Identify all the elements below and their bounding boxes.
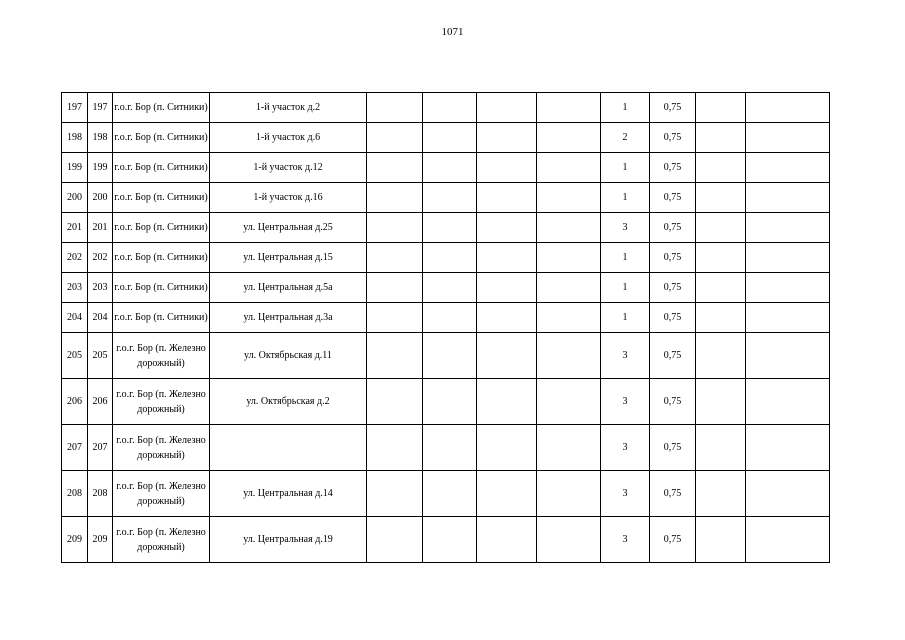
empty-cell xyxy=(696,123,746,153)
address: ул. Центральная д.3а xyxy=(210,303,367,333)
site-id: 199 xyxy=(88,153,113,183)
empty-cell xyxy=(537,273,601,303)
settlement: г.о.г. Бор (п. Железнодорожный) xyxy=(113,471,210,517)
site-id: 202 xyxy=(88,243,113,273)
row-number: 203 xyxy=(62,273,88,303)
address: ул. Центральная д.14 xyxy=(210,471,367,517)
table-row xyxy=(62,243,830,273)
container-count: 1 xyxy=(601,243,650,273)
empty-cell xyxy=(423,379,477,425)
page-number: 1071 xyxy=(441,26,464,38)
site-id: 208 xyxy=(88,471,113,517)
container-count: 2 xyxy=(601,123,650,153)
site-id: 201 xyxy=(88,213,113,243)
container-count: 3 xyxy=(601,213,650,243)
address: 1-й участок д.2 xyxy=(210,93,367,123)
row-number: 208 xyxy=(62,471,88,517)
empty-cell xyxy=(477,123,537,153)
table-body xyxy=(62,93,830,563)
empty-cell xyxy=(696,243,746,273)
empty-cell xyxy=(696,303,746,333)
container-volume: 0,75 xyxy=(650,213,696,243)
empty-cell xyxy=(367,273,423,303)
table-row xyxy=(62,425,830,471)
empty-cell xyxy=(746,471,830,517)
settlement: г.о.г. Бор (п. Железнодорожный) xyxy=(113,333,210,379)
container-volume: 0,75 xyxy=(650,243,696,273)
table-row xyxy=(62,379,830,425)
empty-cell xyxy=(423,517,477,563)
container-count: 1 xyxy=(601,153,650,183)
settlement: г.о.г. Бор (п. Ситники) xyxy=(113,243,210,273)
table-row xyxy=(62,153,830,183)
address: 1-й участок д.12 xyxy=(210,153,367,183)
container-count: 3 xyxy=(601,425,650,471)
container-count: 3 xyxy=(601,517,650,563)
empty-cell xyxy=(537,243,601,273)
address xyxy=(210,425,367,471)
table-row xyxy=(62,303,830,333)
container-count: 1 xyxy=(601,303,650,333)
settlement: г.о.г. Бор (п. Ситники) xyxy=(113,153,210,183)
empty-cell xyxy=(477,303,537,333)
empty-cell xyxy=(746,273,830,303)
settlement: г.о.г. Бор (п. Железнодорожный) xyxy=(113,425,210,471)
empty-cell xyxy=(477,93,537,123)
empty-cell xyxy=(696,153,746,183)
empty-cell xyxy=(367,517,423,563)
container-volume: 0,75 xyxy=(650,471,696,517)
empty-cell xyxy=(537,93,601,123)
site-id: 206 xyxy=(88,379,113,425)
empty-cell xyxy=(537,303,601,333)
table-row xyxy=(62,517,830,563)
site-id: 197 xyxy=(88,93,113,123)
address: ул. Центральная д.5а xyxy=(210,273,367,303)
table-row xyxy=(62,471,830,517)
table-row xyxy=(62,333,830,379)
empty-cell xyxy=(696,333,746,379)
address: ул. Центральная д.19 xyxy=(210,517,367,563)
address: ул. Центральная д.25 xyxy=(210,213,367,243)
site-id: 207 xyxy=(88,425,113,471)
table-row xyxy=(62,123,830,153)
empty-cell xyxy=(537,153,601,183)
empty-cell xyxy=(696,273,746,303)
row-number: 201 xyxy=(62,213,88,243)
empty-cell xyxy=(696,517,746,563)
site-id: 203 xyxy=(88,273,113,303)
empty-cell xyxy=(367,243,423,273)
empty-cell xyxy=(537,123,601,153)
empty-cell xyxy=(423,213,477,243)
row-number: 198 xyxy=(62,123,88,153)
table-row xyxy=(62,93,830,123)
empty-cell xyxy=(746,425,830,471)
empty-cell xyxy=(537,471,601,517)
row-number: 202 xyxy=(62,243,88,273)
container-volume: 0,75 xyxy=(650,425,696,471)
container-count: 1 xyxy=(601,273,650,303)
container-volume: 0,75 xyxy=(650,379,696,425)
empty-cell xyxy=(477,517,537,563)
empty-cell xyxy=(423,243,477,273)
address: ул. Октябрьская д.11 xyxy=(210,333,367,379)
empty-cell xyxy=(537,425,601,471)
empty-cell xyxy=(367,425,423,471)
empty-cell xyxy=(477,213,537,243)
empty-cell xyxy=(746,213,830,243)
empty-cell xyxy=(423,123,477,153)
container-volume: 0,75 xyxy=(650,303,696,333)
site-id: 205 xyxy=(88,333,113,379)
empty-cell xyxy=(746,243,830,273)
container-volume: 0,75 xyxy=(650,273,696,303)
empty-cell xyxy=(537,517,601,563)
empty-cell xyxy=(537,333,601,379)
empty-cell xyxy=(423,183,477,213)
container-sites-table xyxy=(61,92,830,563)
site-id: 204 xyxy=(88,303,113,333)
site-id: 209 xyxy=(88,517,113,563)
empty-cell xyxy=(746,303,830,333)
settlement: г.о.г. Бор (п. Ситники) xyxy=(113,123,210,153)
settlement: г.о.г. Бор (п. Ситники) xyxy=(113,93,210,123)
empty-cell xyxy=(746,183,830,213)
empty-cell xyxy=(367,93,423,123)
settlement: г.о.г. Бор (п. Ситники) xyxy=(113,273,210,303)
empty-cell xyxy=(696,213,746,243)
row-number: 200 xyxy=(62,183,88,213)
container-volume: 0,75 xyxy=(650,153,696,183)
row-number: 204 xyxy=(62,303,88,333)
site-id: 200 xyxy=(88,183,113,213)
container-count: 1 xyxy=(601,183,650,213)
empty-cell xyxy=(746,517,830,563)
empty-cell xyxy=(746,123,830,153)
row-number: 209 xyxy=(62,517,88,563)
settlement: г.о.г. Бор (п. Ситники) xyxy=(113,303,210,333)
container-volume: 0,75 xyxy=(650,123,696,153)
empty-cell xyxy=(367,153,423,183)
settlement: г.о.г. Бор (п. Железнодорожный) xyxy=(113,517,210,563)
empty-cell xyxy=(367,471,423,517)
empty-cell xyxy=(423,425,477,471)
empty-cell xyxy=(696,379,746,425)
empty-cell xyxy=(367,123,423,153)
empty-cell xyxy=(477,425,537,471)
empty-cell xyxy=(477,243,537,273)
empty-cell xyxy=(746,153,830,183)
empty-cell xyxy=(367,333,423,379)
empty-cell xyxy=(746,379,830,425)
container-count: 3 xyxy=(601,333,650,379)
container-volume: 0,75 xyxy=(650,517,696,563)
empty-cell xyxy=(367,213,423,243)
empty-cell xyxy=(537,379,601,425)
table-row xyxy=(62,183,830,213)
empty-cell xyxy=(423,303,477,333)
container-volume: 0,75 xyxy=(650,333,696,379)
settlement: г.о.г. Бор (п. Ситники) xyxy=(113,213,210,243)
empty-cell xyxy=(746,93,830,123)
empty-cell xyxy=(477,379,537,425)
address: ул. Октябрьская д.2 xyxy=(210,379,367,425)
container-volume: 0,75 xyxy=(650,183,696,213)
empty-cell xyxy=(423,471,477,517)
empty-cell xyxy=(477,273,537,303)
container-count: 1 xyxy=(601,93,650,123)
empty-cell xyxy=(537,183,601,213)
empty-cell xyxy=(746,333,830,379)
empty-cell xyxy=(423,333,477,379)
empty-cell xyxy=(696,425,746,471)
empty-cell xyxy=(367,303,423,333)
settlement: г.о.г. Бор (п. Железнодорожный) xyxy=(113,379,210,425)
row-number: 207 xyxy=(62,425,88,471)
settlement: г.о.г. Бор (п. Ситники) xyxy=(113,183,210,213)
empty-cell xyxy=(423,93,477,123)
row-number: 197 xyxy=(62,93,88,123)
row-number: 205 xyxy=(62,333,88,379)
address: ул. Центральная д.15 xyxy=(210,243,367,273)
empty-cell xyxy=(477,183,537,213)
container-volume: 0,75 xyxy=(650,93,696,123)
empty-cell xyxy=(477,333,537,379)
container-count: 3 xyxy=(601,471,650,517)
empty-cell xyxy=(537,213,601,243)
site-id: 198 xyxy=(88,123,113,153)
table-row xyxy=(62,213,830,243)
table-row xyxy=(62,273,830,303)
empty-cell xyxy=(423,273,477,303)
container-count: 3 xyxy=(601,379,650,425)
empty-cell xyxy=(696,471,746,517)
empty-cell xyxy=(367,183,423,213)
empty-cell xyxy=(367,379,423,425)
empty-cell xyxy=(696,93,746,123)
row-number: 199 xyxy=(62,153,88,183)
address: 1-й участок д.16 xyxy=(210,183,367,213)
address: 1-й участок д.6 xyxy=(210,123,367,153)
empty-cell xyxy=(696,183,746,213)
empty-cell xyxy=(423,153,477,183)
row-number: 206 xyxy=(62,379,88,425)
empty-cell xyxy=(477,153,537,183)
empty-cell xyxy=(477,471,537,517)
